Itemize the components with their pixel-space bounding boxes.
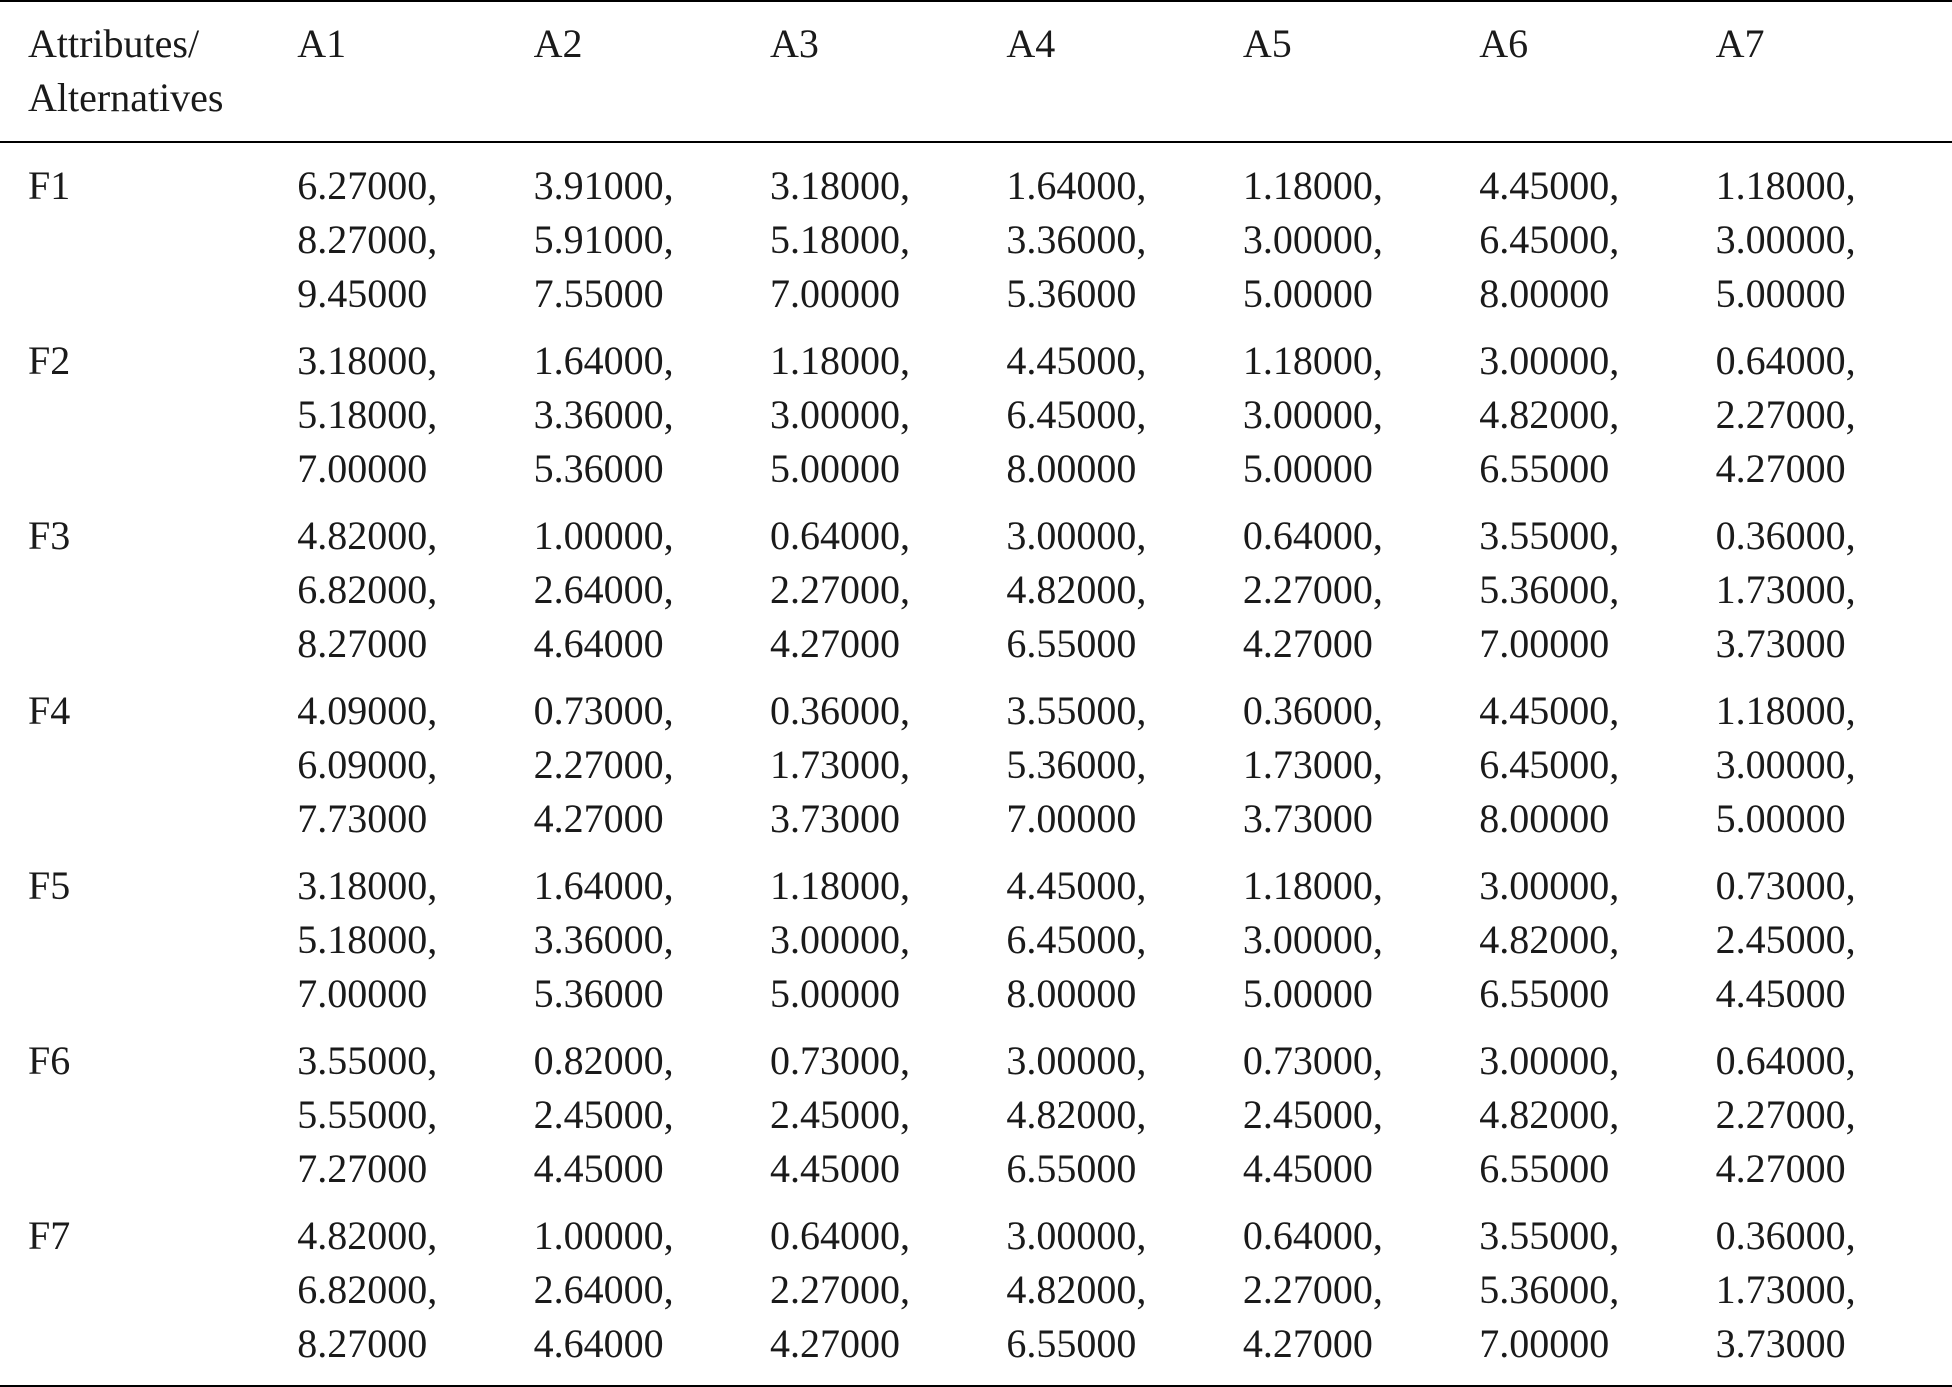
table-cell (770, 496, 1006, 671)
table-cell (1243, 496, 1479, 671)
table-cell (770, 1021, 1006, 1196)
cell-value: 0.36000, (1715, 513, 1856, 558)
cell-value: 2.27000, (770, 567, 911, 612)
cell-value: 5.36000 (1006, 271, 1137, 316)
table-row (0, 1196, 1952, 1386)
cell-value: 2.27000, (1715, 1092, 1856, 1137)
cell-value: 0.64000, (770, 513, 911, 558)
table-cell (1006, 846, 1242, 1021)
cell-value: 1.64000, (1006, 163, 1147, 208)
cell-value: 2.64000, (533, 1267, 674, 1312)
table-cell (1006, 142, 1242, 321)
cell-value: 2.45000, (533, 1092, 674, 1137)
cell-value: 6.55000 (1479, 446, 1610, 491)
cell-value: 5.18000, (770, 217, 911, 262)
table-cell (1716, 1021, 1952, 1196)
cell-value: 6.82000, (297, 567, 438, 612)
table-cell (1243, 1021, 1479, 1196)
cell-value: 6.55000 (1006, 1321, 1137, 1366)
table-cell (1479, 321, 1715, 496)
cell-value: 0.73000, (770, 1038, 911, 1083)
table-row (0, 142, 1952, 321)
cell-value: 2.27000, (1715, 392, 1856, 437)
cell-value: 2.45000, (770, 1092, 911, 1137)
cell-value: 0.36000, (1715, 1213, 1856, 1258)
cell-value: 3.55000, (1479, 1213, 1620, 1258)
table-header (0, 1, 1952, 142)
cell-value: 5.91000, (533, 217, 674, 262)
cell-value: 5.00000 (1242, 271, 1373, 316)
table-cell (770, 671, 1006, 846)
cell-value: 0.82000, (533, 1038, 674, 1083)
cell-value: 2.27000, (770, 1267, 911, 1312)
table-cell (1716, 496, 1952, 671)
cell-value: 3.00000, (1242, 917, 1383, 962)
cell-value: 4.82000, (297, 1213, 438, 1258)
cell-value: 8.27000 (297, 1321, 428, 1366)
table-row (0, 1021, 1952, 1196)
cell-value: 4.27000 (1715, 446, 1846, 491)
cell-value: 3.18000, (297, 863, 438, 908)
cell-value: 1.18000, (1242, 163, 1383, 208)
cell-value: 6.45000, (1479, 217, 1620, 262)
cell-value: 3.73000 (1242, 796, 1373, 841)
table-row (0, 496, 1952, 671)
cell-value: 0.64000, (1242, 1213, 1383, 1258)
table-cell (1243, 846, 1479, 1021)
table-cell (534, 1196, 770, 1386)
column-header-a2: A2 (533, 21, 583, 66)
table-cell (1006, 321, 1242, 496)
table-cell (1479, 671, 1715, 846)
cell-value: 4.82000, (1006, 567, 1147, 612)
row-label-f3: F3 (28, 513, 71, 558)
cell-value: 9.45000 (297, 271, 428, 316)
cell-value: 4.82000, (297, 513, 438, 558)
cell-value: 3.55000, (297, 1038, 438, 1083)
table-cell (1006, 1021, 1242, 1196)
cell-value: 4.45000 (1715, 971, 1846, 1016)
cell-value: 1.73000, (770, 742, 911, 787)
cell-value: 3.00000, (1479, 1038, 1620, 1083)
cell-value: 5.36000, (1479, 567, 1620, 612)
cell-value: 2.27000, (1242, 567, 1383, 612)
cell-value: 7.00000 (1479, 1321, 1610, 1366)
cell-value: 3.36000, (1006, 217, 1147, 262)
cell-value: 5.36000 (533, 446, 664, 491)
cell-value: 3.00000, (770, 392, 911, 437)
table-cell (1243, 142, 1479, 321)
table-cell (1479, 1196, 1715, 1386)
cell-value: 3.73000 (1715, 1321, 1846, 1366)
cell-value: 7.55000 (533, 271, 664, 316)
cell-value: 8.00000 (1479, 271, 1610, 316)
row-label-f4: F4 (28, 688, 71, 733)
column-header-a1: A1 (297, 21, 347, 66)
cell-value: 6.82000, (297, 1267, 438, 1312)
cell-value: 4.27000 (1715, 1146, 1846, 1191)
cell-value: 3.00000, (770, 917, 911, 962)
cell-value: 3.73000 (1715, 621, 1846, 666)
cell-value: 6.45000, (1479, 742, 1620, 787)
table-cell (534, 142, 770, 321)
cell-value: 5.00000 (1715, 271, 1846, 316)
table-cell (1716, 142, 1952, 321)
table-cell (1479, 846, 1715, 1021)
table-cell (1243, 1196, 1479, 1386)
cell-value: 3.00000, (1242, 217, 1383, 262)
cell-value: 7.00000 (297, 971, 428, 1016)
column-header-a4: A4 (1006, 21, 1056, 66)
cell-value: 4.45000 (770, 1146, 901, 1191)
cell-value: 6.55000 (1006, 621, 1137, 666)
cell-value: 6.27000, (297, 163, 438, 208)
table-cell (1243, 671, 1479, 846)
table-cell (534, 1021, 770, 1196)
cell-value: 3.36000, (533, 917, 674, 962)
cell-value: 4.82000, (1479, 917, 1620, 962)
cell-value: 4.82000, (1006, 1092, 1147, 1137)
table-cell (297, 846, 533, 1021)
cell-value: 5.18000, (297, 392, 438, 437)
cell-value: 0.73000, (533, 688, 674, 733)
table-cell (297, 671, 533, 846)
table-cell (1479, 1021, 1715, 1196)
cell-value: 4.45000, (1479, 163, 1620, 208)
row-label-f2: F2 (28, 338, 71, 383)
cell-value: 7.73000 (297, 796, 428, 841)
cell-value: 5.00000 (770, 446, 901, 491)
cell-value: 1.18000, (1242, 863, 1383, 908)
table-cell (1006, 671, 1242, 846)
cell-value: 3.00000, (1479, 863, 1620, 908)
row-label-f5: F5 (28, 863, 71, 908)
cell-value: 7.27000 (297, 1146, 428, 1191)
cell-value: 4.27000 (533, 796, 664, 841)
table-cell (1479, 142, 1715, 321)
cell-value: 4.82000, (1479, 1092, 1620, 1137)
cell-value: 5.36000, (1006, 742, 1147, 787)
cell-value: 0.36000, (770, 688, 911, 733)
header-corner-line-2: Alternatives (28, 75, 224, 120)
cell-value: 4.45000, (1479, 688, 1620, 733)
cell-value: 5.00000 (770, 971, 901, 1016)
header-row (0, 1, 1952, 142)
table-cell (1006, 1196, 1242, 1386)
table-cell (770, 142, 1006, 321)
cell-value: 8.00000 (1479, 796, 1610, 841)
cell-value: 4.27000 (770, 621, 901, 666)
cell-value: 3.00000, (1242, 392, 1383, 437)
table-cell (297, 142, 533, 321)
header-corner-cell (0, 1, 297, 142)
cell-value: 4.45000 (1242, 1146, 1373, 1191)
cell-value: 3.91000, (533, 163, 674, 208)
cell-value: 3.18000, (770, 163, 911, 208)
cell-value: 0.36000, (1242, 688, 1383, 733)
table-cell (534, 671, 770, 846)
cell-value: 3.00000, (1006, 1038, 1147, 1083)
cell-value: 6.55000 (1006, 1146, 1137, 1191)
table-cell (297, 321, 533, 496)
cell-value: 3.00000, (1006, 513, 1147, 558)
row-label-f6: F6 (28, 1038, 71, 1083)
cell-value: 6.09000, (297, 742, 438, 787)
cell-value: 4.82000, (1479, 392, 1620, 437)
cell-value: 5.00000 (1242, 446, 1373, 491)
cell-value: 7.00000 (770, 271, 901, 316)
cell-value: 0.64000, (1715, 338, 1856, 383)
table-cell (297, 496, 533, 671)
cell-value: 1.73000, (1715, 1267, 1856, 1312)
cell-value: 0.73000, (1242, 1038, 1383, 1083)
cell-value: 5.00000 (1715, 796, 1846, 841)
cell-value: 5.18000, (297, 917, 438, 962)
column-header-a5: A5 (1242, 21, 1292, 66)
cell-value: 1.00000, (533, 513, 674, 558)
cell-value: 1.73000, (1715, 567, 1856, 612)
table-cell (1479, 496, 1715, 671)
cell-value: 4.45000 (533, 1146, 664, 1191)
cell-value: 1.00000, (533, 1213, 674, 1258)
table-cell (297, 1196, 533, 1386)
row-label-f1: F1 (28, 163, 71, 208)
table-cell (1716, 846, 1952, 1021)
cell-value: 7.00000 (1006, 796, 1137, 841)
table-cell (534, 321, 770, 496)
cell-value: 1.73000, (1242, 742, 1383, 787)
table-row (0, 321, 1952, 496)
table-cell (1006, 496, 1242, 671)
table-cell (770, 846, 1006, 1021)
column-header-a6: A6 (1479, 21, 1529, 66)
cell-value: 3.73000 (770, 796, 901, 841)
cell-value: 5.36000 (533, 971, 664, 1016)
cell-value: 0.64000, (770, 1213, 911, 1258)
cell-value: 8.00000 (1006, 971, 1137, 1016)
cell-value: 1.18000, (770, 863, 911, 908)
cell-value: 2.45000, (1715, 917, 1856, 962)
cell-value: 8.00000 (1006, 446, 1137, 491)
cell-value: 4.27000 (1242, 621, 1373, 666)
cell-value: 4.45000, (1006, 338, 1147, 383)
cell-value: 0.64000, (1242, 513, 1383, 558)
cell-value: 3.00000, (1715, 217, 1856, 262)
cell-value: 6.45000, (1006, 917, 1147, 962)
cell-value: 6.45000, (1006, 392, 1147, 437)
cell-value: 7.00000 (1479, 621, 1610, 666)
table-cell (770, 1196, 1006, 1386)
table-cell (1243, 321, 1479, 496)
cell-value: 1.18000, (1715, 163, 1856, 208)
cell-value: 4.27000 (1242, 1321, 1373, 1366)
table-cell (1716, 1196, 1952, 1386)
cell-value: 8.27000 (297, 621, 428, 666)
cell-value: 8.27000, (297, 217, 438, 262)
header-corner-line-1: Attributes/ (28, 21, 200, 66)
table-cell (770, 321, 1006, 496)
cell-value: 1.18000, (770, 338, 911, 383)
cell-value: 6.55000 (1479, 1146, 1610, 1191)
cell-value: 1.18000, (1242, 338, 1383, 383)
cell-value: 2.64000, (533, 567, 674, 612)
cell-value: 5.00000 (1242, 971, 1373, 1016)
cell-value: 3.36000, (533, 392, 674, 437)
table-cell (297, 1021, 533, 1196)
cell-value: 4.64000 (533, 621, 664, 666)
cell-value: 1.64000, (533, 863, 674, 908)
cell-value: 2.27000, (1242, 1267, 1383, 1312)
cell-value: 3.55000, (1006, 688, 1147, 733)
cell-value: 1.64000, (533, 338, 674, 383)
cell-value: 1.18000, (1715, 688, 1856, 733)
row-label-f7: F7 (28, 1213, 71, 1258)
cell-value: 4.27000 (770, 1321, 901, 1366)
table-cell (534, 846, 770, 1021)
cell-value: 3.18000, (297, 338, 438, 383)
table-cell (1716, 671, 1952, 846)
column-header-a3: A3 (770, 21, 819, 66)
cell-value: 4.82000, (1006, 1267, 1147, 1312)
cell-value: 4.64000 (533, 1321, 664, 1366)
table-cell (1716, 321, 1952, 496)
cell-value: 4.09000, (297, 688, 438, 733)
cell-value: 7.00000 (297, 446, 428, 491)
table-body (0, 142, 1952, 1386)
cell-value: 3.55000, (1479, 513, 1620, 558)
cell-value: 3.00000, (1479, 338, 1620, 383)
table-row (0, 846, 1952, 1021)
cell-value: 6.55000 (1479, 971, 1610, 1016)
cell-value: 4.45000, (1006, 863, 1147, 908)
column-header-a7: A7 (1715, 21, 1765, 66)
cell-value: 2.45000, (1242, 1092, 1383, 1137)
cell-value: 0.64000, (1715, 1038, 1856, 1083)
table-row (0, 671, 1952, 846)
table-cell (534, 496, 770, 671)
cell-value: 3.00000, (1006, 1213, 1147, 1258)
cell-value: 3.00000, (1715, 742, 1856, 787)
cell-value: 2.27000, (533, 742, 674, 787)
cell-value: 5.36000, (1479, 1267, 1620, 1312)
cell-value: 5.55000, (297, 1092, 438, 1137)
cell-value: 0.73000, (1715, 863, 1856, 908)
